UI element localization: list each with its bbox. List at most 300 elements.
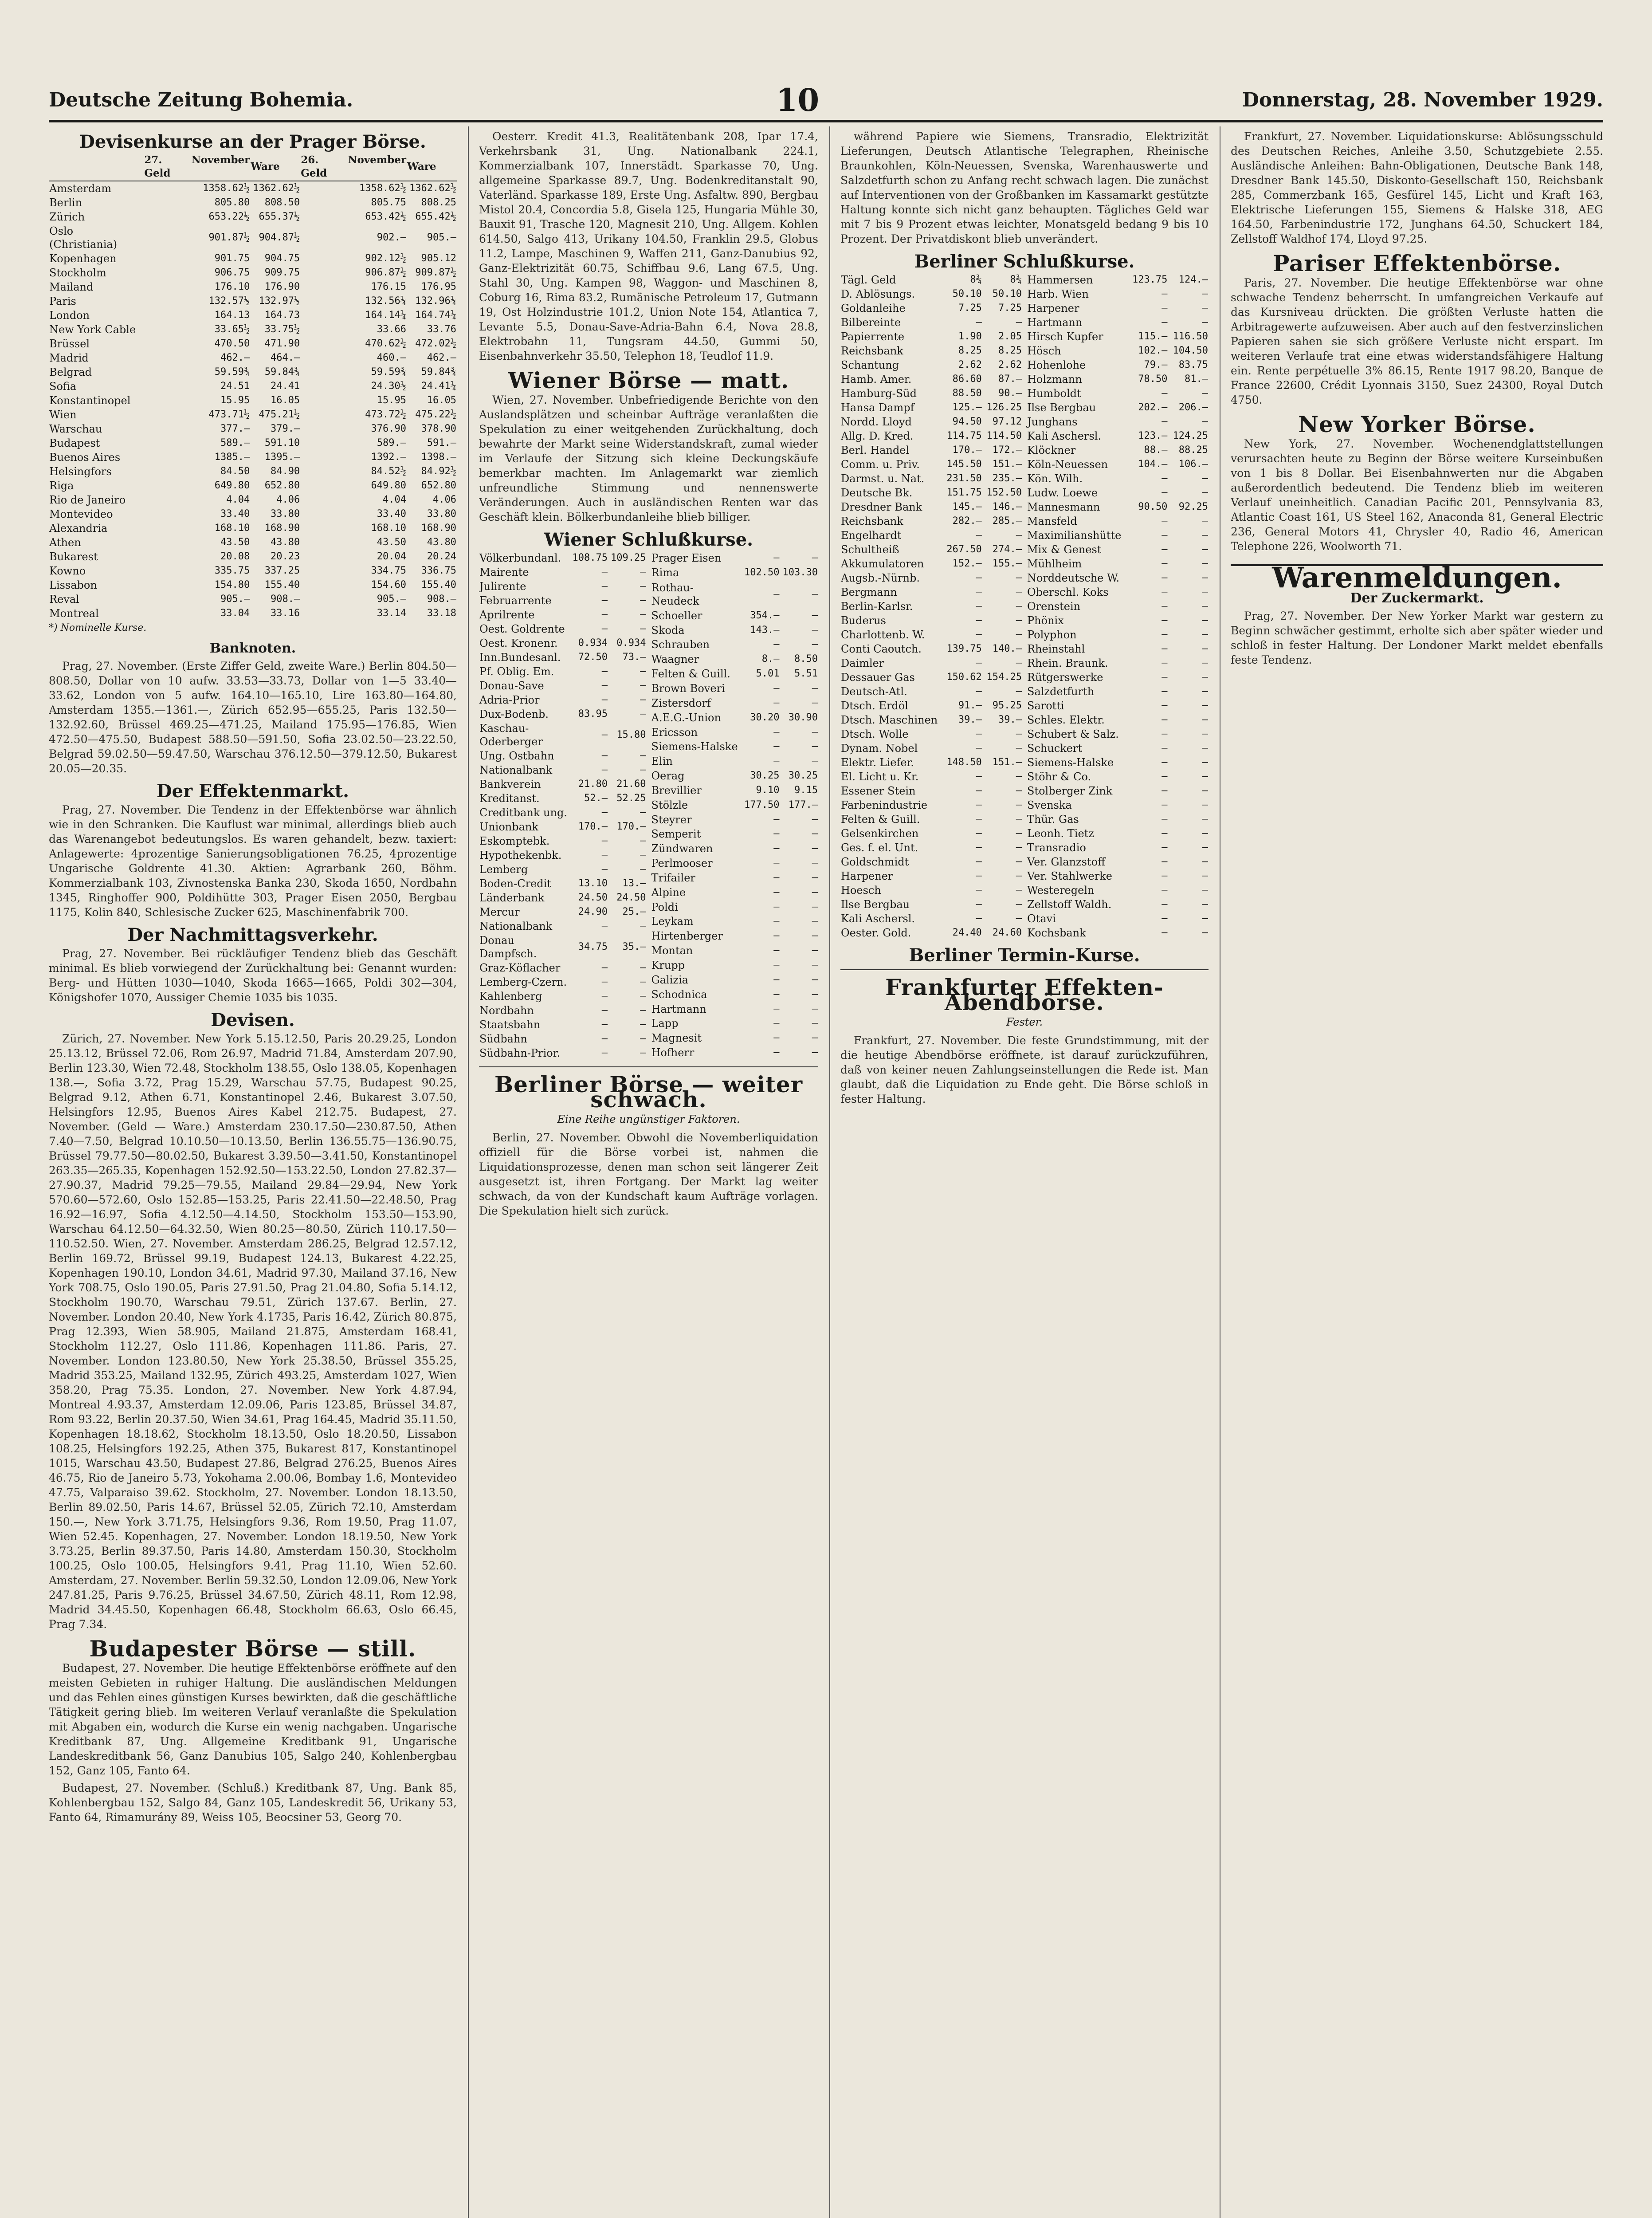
row-value: 91.—: [958, 700, 982, 711]
row-value: —: [1202, 757, 1208, 768]
table-row: [1027, 415, 1209, 429]
row-label: Ilse Bergbau: [1027, 401, 1096, 414]
table-body: [49, 181, 457, 621]
row-value: —: [1202, 572, 1208, 583]
row-value: 904.75: [264, 253, 300, 264]
row-value: 2.62: [998, 359, 1022, 370]
row-value: 125.—: [952, 402, 982, 413]
row-value: 88.—: [1144, 444, 1168, 456]
row-label: Kopenhagen: [49, 252, 117, 265]
row-value: 132.97½: [259, 295, 300, 307]
row-value: 906.87½: [365, 267, 406, 278]
row-value: —: [773, 930, 780, 942]
row-label: Oest. Kronenr.: [479, 637, 558, 649]
budapest-schluss-text: Budapest, 27. November. (Schluß.) Kreditbank 87, Ung. Bank 85, Kohlenbergbau 152, Salgo 84, Ganz 105, Landeskredit 56, Urikany 53, Fanto 64, Rimamurány 89, Weiss 105, Beocsiner 53, Georg 70.: [49, 1781, 457, 1824]
row-value: 177.—: [788, 799, 818, 810]
row-value: —: [1016, 899, 1022, 910]
row-label: Trifailer: [651, 871, 695, 884]
table-row: [651, 783, 819, 798]
row-label: Amsterdam: [49, 182, 112, 195]
row-value: 108.75: [572, 552, 608, 563]
table-row: [1027, 585, 1209, 599]
table-row: [651, 696, 819, 710]
table-row: [651, 608, 819, 623]
row-label: Harpener: [1027, 302, 1079, 315]
row-label: Phönix: [1027, 614, 1064, 627]
row-value: —: [1162, 842, 1168, 853]
row-value: 905.12: [421, 253, 456, 264]
row-label: Kali Aschersl.: [1027, 430, 1102, 442]
row-value: 39.—: [958, 714, 982, 725]
row-value: 20.04: [377, 551, 406, 562]
row-label: Siemens-Halske: [651, 740, 738, 753]
row-value: 9.10: [756, 784, 780, 796]
row-value: 168.10: [214, 523, 250, 534]
row-label: Goldschmidt: [841, 856, 909, 868]
row-value: 20.24: [427, 551, 456, 562]
row-label: Lissabon: [49, 579, 97, 591]
row-label: Mercur: [479, 906, 520, 918]
row-value: —: [1162, 515, 1168, 527]
row-label: Madrid: [49, 352, 89, 364]
row-value: —: [601, 991, 608, 1002]
table-row: [1027, 287, 1209, 301]
row-value: —: [601, 976, 608, 987]
row-value: 21.80: [578, 779, 608, 790]
divider: [840, 969, 1209, 970]
row-value: —: [1202, 615, 1208, 626]
row-value: 140.—: [992, 643, 1022, 654]
berlin-text: Berlin, 27. November. Obwohl die Novemberliquidation offiziell für die Börse vorbei ist, nahmen die Liquidationsprozesse, denen man schon seit längerer Zeit ausgesetzt ist, ihren Fortgang. Der Markt lag weiter schwach, da von der Kundschaft kaum Aufträge vorlagen. Die Spekulation hielt sich zurück.: [479, 1131, 818, 1217]
row-value: 143.—: [750, 624, 780, 636]
row-label: Leykam: [651, 915, 694, 928]
row-label: Oslo (Christiania): [49, 225, 118, 251]
table-row: [840, 557, 1022, 571]
table-row: [49, 493, 457, 507]
table-row: [49, 210, 457, 224]
table-row: [1027, 798, 1209, 812]
row-value: 649.80: [371, 480, 406, 491]
row-value: —: [1162, 899, 1168, 910]
row-value: 1362.62½: [253, 183, 300, 194]
row-value: 354.—: [750, 610, 780, 621]
row-value: 78.50: [1138, 374, 1168, 385]
row-label: Schles. Elektr.: [1027, 714, 1105, 726]
table-row: [1027, 784, 1209, 798]
row-value: —: [1162, 530, 1168, 541]
row-value: 905.—: [427, 232, 456, 243]
row-value: 88.25: [1178, 444, 1208, 456]
row-value: 103.30: [782, 567, 818, 578]
row-value: —: [640, 976, 646, 987]
berlin-continued-text: während Papiere wie Siemens, Transradio, Elektrizität Lieferungen, Deutsch Atlantische Telegraphen, Rheinische Braunkohlen, Köln-Neuessen, Svenska, Warenhauswerte und Salzdetfurth schon zu Anfang recht schwach lagen. Die zunächst auf Interventionen von der Großbanken im Kassamarkt gestützte Haltung konnte sich nicht ganz behaupten. Tägliches Geld war mit 7 bis 9 Prozent etwas leichter, Monatsgeld bedang 9 bis 10 Prozent. Der Privatdiskont blieb unverändert.: [840, 130, 1209, 245]
row-label: Reval: [49, 593, 79, 606]
row-value: 652.80: [264, 480, 300, 491]
row-label: Orenstein: [1027, 600, 1081, 613]
row-value: 653.22½: [208, 211, 250, 222]
table-row: [1027, 883, 1209, 897]
row-label: Oest. Goldrente: [479, 623, 565, 635]
table-row: [49, 322, 457, 337]
row-value: 274.—: [992, 544, 1022, 555]
row-label: Mansfeld: [1027, 515, 1077, 527]
row-value: 151.—: [992, 459, 1022, 470]
newyork-heading: New Yorker Börse.: [1298, 411, 1536, 437]
row-value: —: [640, 595, 646, 606]
table-row: [479, 777, 647, 791]
row-label: Bergmann: [841, 586, 897, 598]
row-label: Kaschau-Oderberger: [479, 722, 543, 748]
table-row: [479, 933, 647, 961]
row-label: Budapest: [49, 437, 100, 449]
table-row: [1027, 401, 1209, 415]
row-value: —: [1202, 388, 1208, 399]
row-value: 4.04: [226, 494, 250, 505]
row-value: —: [1162, 388, 1168, 399]
table-row: [1027, 457, 1209, 472]
table-row: [479, 975, 647, 989]
table-row: [651, 827, 819, 842]
row-value: —: [640, 680, 646, 691]
row-value: 908.—: [427, 594, 456, 605]
table-row: [49, 606, 457, 621]
row-value: 59.84¾: [421, 366, 456, 378]
row-value: —: [601, 835, 608, 846]
row-value: —: [812, 1018, 818, 1029]
row-value: 5.01: [756, 668, 780, 680]
row-label: Allg. D. Kred.: [841, 430, 914, 442]
effektenmarkt-text: Prag, 27. November. Die Tendenz in der Effektenbörse war ähnlich wie in den Schranken. Die Kauflust war minimal, allerdings blieb auch das Warenangebot bedeutungslos. Es waren gehandelt, bezw. taxiert: Anlagewerte: 4prozentige Sanierungsobligationen 76.25, 4prozentige Ungarische Goldrente 41.30. Aktien: Agrarbank 260, Böhm. Kommerzialbank 103, Zivnostenska Banka 230, Skoda 1650, Nordbahn 1345, Ringhoffer 900, Poldihütte 303, Prager Eisen 2050, Bergbau 1175, Kolin 840, Schlesische Zucker 625, Maschinenfabrik 700.: [49, 803, 457, 919]
table-row: [840, 755, 1022, 770]
row-value: 30.90: [788, 712, 818, 723]
table-row: [651, 566, 819, 580]
row-label: Bilbereinte: [841, 316, 901, 329]
row-value: 50.10: [992, 288, 1022, 299]
row-value: 0.934: [578, 637, 608, 649]
row-value: —: [976, 728, 982, 739]
row-value: —: [1016, 317, 1022, 328]
devisen-prag-table: [49, 153, 457, 621]
row-value: —: [640, 807, 646, 818]
table-row: [840, 486, 1022, 500]
row-value: —: [812, 886, 818, 898]
row-value: —: [976, 785, 982, 796]
table-row: [840, 443, 1022, 457]
row-value: 172.—: [992, 444, 1022, 456]
row-label: Rheinstahl: [1027, 643, 1085, 655]
row-value: 471.90: [264, 338, 300, 349]
table-row: [840, 330, 1022, 344]
row-value: —: [1162, 303, 1168, 314]
row-label: Brown Boveri: [651, 682, 725, 695]
table-row: [1027, 656, 1209, 670]
row-value: 909.75: [264, 267, 300, 278]
row-label: Hofherr: [651, 1046, 695, 1059]
column-2: [479, 126, 818, 2218]
row-value: —: [601, 566, 608, 578]
row-value: —: [773, 1018, 780, 1029]
row-label: Februarrente: [479, 594, 552, 607]
row-label: Augsb.-Nürnb.: [841, 572, 920, 584]
termin-heading: Berliner Termin-Kurse.: [909, 945, 1140, 966]
table-row: [479, 622, 647, 636]
nachmittag-heading: Der Nachmittagsverkehr.: [127, 924, 378, 945]
row-value: 335.75: [214, 565, 250, 576]
row-value: —: [976, 629, 982, 640]
row-label: Donau-Save: [479, 680, 544, 692]
row-label: Ges. f. el. Unt.: [841, 842, 918, 854]
row-value: —: [1202, 487, 1208, 498]
table-row: [479, 1046, 647, 1060]
frankfurt-subheading: Fester.: [1006, 1016, 1043, 1028]
row-value: 1398.—: [421, 452, 456, 463]
row-value: —: [1016, 743, 1022, 754]
row-value: —: [601, 764, 608, 775]
row-value: 176.90: [264, 281, 300, 292]
column-header: 27. November Geld: [144, 153, 250, 181]
row-value: —: [640, 849, 646, 861]
table-row: [651, 754, 819, 769]
row-value: 92.25: [1178, 501, 1208, 512]
table-row: [651, 885, 819, 900]
row-value: —: [773, 828, 780, 840]
row-label: Svenska: [1027, 799, 1072, 811]
column-header: Ware: [250, 153, 300, 181]
table-row: [1027, 386, 1209, 401]
row-value: 43.80: [427, 537, 456, 548]
row-value: 84.90: [270, 466, 300, 477]
row-label: Siemens-Halske: [1027, 756, 1114, 769]
row-value: —: [773, 726, 780, 738]
table-row: [840, 784, 1022, 798]
table-row: [479, 1018, 647, 1032]
table-row: [49, 266, 457, 280]
table-row: [840, 812, 1022, 826]
row-label: A.E.G.-Union: [651, 711, 721, 724]
table-row: [840, 613, 1022, 628]
table-row: [1027, 727, 1209, 741]
frankfurt-text: Frankfurt, 27. November. Die feste Grundstimmung, mit der die heutige Abendbörse eröffnete, ist darauf zurückzuführen, daß von keiner neuen Zahlungseinstellungen die Rede ist. Man glaubt, daß die Liquidation zu Ende geht. Die Börse schloß in fester Haltung.: [840, 1034, 1209, 1105]
row-value: —: [812, 624, 818, 636]
row-value: 1.90: [958, 331, 982, 342]
row-value: 655.42½: [415, 211, 456, 222]
row-value: 59.59¾: [214, 366, 250, 378]
berliner-table-b: [1027, 273, 1209, 940]
row-value: —: [812, 682, 818, 694]
table-row: [479, 721, 647, 749]
row-value: 132.57½: [208, 295, 250, 307]
row-value: —: [812, 1032, 818, 1044]
table-row: [840, 415, 1022, 429]
row-label: Kahlenberg: [479, 990, 542, 1003]
table-row: [49, 564, 457, 578]
row-label: Akkumulatoren: [841, 558, 924, 570]
table-row: [479, 650, 647, 665]
table-row: [1027, 841, 1209, 855]
row-value: —: [601, 609, 608, 620]
row-value: —: [812, 726, 818, 738]
row-value: 155.40: [264, 579, 300, 590]
banknoten-text: Prag, 27. November. (Erste Ziffer Geld, zweite Ware.) Berlin 804.50—808.50, Dollar von 10 aufw. 33.53—33.73, Dollar von 1—5 33.40—33.62, London von 5 aufw. 164.10—165.10, Lire 163.80—164.80, Amsterdam 1355.—1361.—, Zürich 652.95—655.25, Paris 132.50—132.92.60, Brüssel 469.25—471.25, Mailand 175.95—176.85, Wien 472.50—475.50, Budapest 588.50—591.50, Sofia 23.02.50—23.22.50, Belgrad 59.02.50—59.47.50, Warschau 376.12.50—379.12.50, Bukarest 20.05—20.35.: [49, 660, 457, 775]
row-value: —: [812, 843, 818, 854]
row-label: Kowno: [49, 565, 86, 577]
table-row: [49, 464, 457, 479]
row-label: Stockholm: [49, 267, 106, 279]
table-row: [479, 551, 647, 565]
row-value: —: [1202, 856, 1208, 867]
row-value: —: [601, 729, 608, 740]
newyork-text: New York, 27. November. Wochenendglattstellungen verursachten heute zu Beginn der Börse weitere Kurseinbußen von 1 bis 8 Dollar. Bei Eisenbahnwerten nur die Abgaben außerordentlich bedeutend. Die Tendenz blieb im weiteren Verlauf uneinheitlich. Canadian Pacific 201, Pennsylvania 83, Atlantic Coast 161, US Steel 162, Anaconda 81, General Electric 236, General Motors 41, Chrysler 40, Radio 46, American Telephone 226, Woolworth 71.: [1231, 437, 1603, 553]
table-row: [840, 897, 1022, 912]
table-row: [840, 656, 1022, 670]
table-row: [479, 806, 647, 820]
row-label: Aprilrente: [479, 609, 535, 621]
row-value: 126.25: [986, 402, 1022, 413]
row-value: —: [812, 930, 818, 942]
row-value: 154.60: [371, 579, 406, 590]
row-value: —: [1016, 771, 1022, 782]
row-value: 155.40: [421, 579, 456, 590]
row-value: 470.50: [214, 338, 250, 349]
row-value: —: [1016, 856, 1022, 867]
row-label: Helsingfors: [49, 465, 112, 478]
row-value: —: [640, 962, 646, 973]
row-value: 52.—: [584, 793, 608, 804]
row-value: —: [1202, 913, 1208, 924]
row-value: 653.42½: [365, 211, 406, 222]
table-row: [840, 372, 1022, 386]
table-row: [840, 713, 1022, 727]
row-value: 33.80: [427, 508, 456, 519]
table-row: [49, 535, 457, 550]
table-row: [840, 358, 1022, 372]
row-value: 170.—: [578, 821, 608, 832]
row-value: 475.22½: [415, 409, 456, 420]
table-row: [479, 905, 647, 919]
row-value: —: [812, 1047, 818, 1058]
table-row: [651, 842, 819, 856]
row-value: 104.—: [1138, 459, 1168, 470]
row-value: 176.15: [371, 281, 406, 292]
row-value: 59.59¾: [371, 366, 406, 378]
row-value: —: [1162, 927, 1168, 938]
row-label: Junghans: [1027, 416, 1078, 428]
row-value: —: [601, 1005, 608, 1016]
table-row: [1027, 528, 1209, 543]
row-value: 15.95: [220, 395, 250, 406]
row-value: —: [1162, 771, 1168, 782]
row-value: 1358.62½: [359, 183, 406, 194]
row-value: —: [1202, 728, 1208, 739]
row-label: Riga: [49, 480, 74, 492]
row-value: 84.92½: [421, 466, 456, 477]
row-label: Hohenlohe: [1027, 359, 1086, 371]
row-label: Montreal: [49, 607, 99, 620]
row-value: —: [773, 1003, 780, 1015]
row-value: 115.—: [1138, 331, 1168, 342]
row-label: Kochsbank: [1027, 927, 1086, 939]
row-value: 109.25: [611, 552, 646, 563]
row-value: —: [1202, 601, 1208, 612]
row-value: 472.02½: [415, 338, 456, 349]
row-label: Hypothekenbk.: [479, 849, 562, 861]
row-label: Galizia: [651, 973, 688, 986]
row-value: 73.—: [622, 652, 646, 663]
row-label: Eskomptebk.: [479, 835, 550, 847]
column-rule: [829, 126, 830, 2218]
row-value: —: [773, 682, 780, 694]
table-row: [840, 599, 1022, 613]
frankfurt-heading: Frankfurter Effekten-Abendbörse.: [885, 974, 1164, 1015]
row-value: —: [640, 764, 646, 775]
row-value: —: [976, 572, 982, 583]
row-value: —: [1162, 757, 1168, 768]
row-label: Papierrente: [841, 330, 905, 343]
row-value: 1385.—: [214, 452, 250, 463]
table-row: [479, 877, 647, 891]
table-row: [840, 855, 1022, 869]
row-value: 84.52½: [371, 466, 406, 477]
table-row: [651, 580, 819, 609]
row-value: 4.06: [276, 494, 300, 505]
row-label: Nationalbank: [479, 764, 553, 776]
row-label: Conti Caoutch.: [841, 643, 922, 655]
table-row: [840, 727, 1022, 741]
row-value: —: [1162, 885, 1168, 896]
row-label: Dessauer Gas: [841, 671, 915, 684]
row-value: —: [640, 694, 646, 705]
row-label: Dynam. Nobel: [841, 742, 918, 755]
row-value: 1362.62½: [409, 183, 456, 194]
row-label: Berl. Handel: [841, 444, 910, 456]
row-label: Kön. Wilh.: [1027, 472, 1083, 485]
table-row: [1027, 330, 1209, 344]
devisen-text: Zürich, 27. November. New York 5.15.12.50, Paris 20.29.25, London 25.13.12, Brüssel 72.06, Rom 26.97, Madrid 71.84, Amsterdam 207.90, Berlin 123.30, Wien 72.48, Stockholm 138.55, Oslo 138.05, Kopenhagen 138.—, Sofia 3.72, Prag 15.29, Warschau 57.75, Budapest 90.25, Belgrad 9.12, Athen 6.71, Konstantinopel 2.46, Bukarest 3.07.50, Helsingfors 12.95, Buenos Aires Kabel 212.75. Budapest, 27. November. (Geld — Ware.) Amsterdam 230.17.50—230.87.50, Athen 7.40—7.50, Belgrad 10.10.50—10.13.50, Berlin 136.55.75—136.90.75, Brüssel 79.77.50—80.02.50, Bukarest 3.39.50—3.41.50, Konstantinopel 263.35—265.35, Kopenhagen 152.92.50—153.22.50, London 27.82.37—27.90.37, Madrid 79.25—79.55, Mailand 29.84—29.94, New York 570.60—572.60, Oslo 152.85—153.25, Paris 22.41.50—22.48.50, Prag 16.92—16.97, Sofia 4.12.50—4.14.50, Stockholm 153.50—153.90, Warschau 64.12.50—64.32.50, Wien 80.25—80.50, Zürich 110.17.50—110.52.50. Wien, 27. November. Amsterdam 286.25, Belgrad 12.57.12, Berlin 169.72, Brüssel 99.19, Budapest 124.13, Bukarest 4.22.25, Kopenhagen 190.10, London 34.61, Madrid 97.30, Mailand 37.16, New York 708.75, Oslo 190.05, Paris 27.91.50, Prag 21.04.80, Sofia 5.14.12, Stockholm 190.70, Warschau 79.51, Zürich 137.67. Berlin, 27. November. London 20.40, New York 4.1735, Paris 16.42, Zürich 80.875, Prag 12.393, Wien 58.905, Mailand 21.875, Amsterdam 168.41, Stockholm 112.27, Oslo 111.86, Kopenhagen 111.86. Paris, 27. November. London 123.80.50, New York 25.38.50, Brüssel 355.25, Madrid 353.25, Mailand 132.95, Zürich 493.25, Amsterdam 1027, Wien 358.20, Prag 75.35. London, 27. November. New York 4.87.94, Montreal 4.93.37, Amsterdam 12.09.06, Paris 123.85, Brüssel 34.87, Rom 93.22, Berlin 20.37.50, Wien 34.61, Prag 164.45, Madrid 35.11.50, Kopenhagen 18.18.62, Stockholm 18.13.50, Oslo 18.20.50, Lissabon 108.25, Helsingfors 192.25, Athen 375, Bukarest 817, Konstantinopel 1015, Warschau 43.50, Budapest 27.86, Belgrad 276.25, Buenos Aires 46.75, Rio de Janeiro 5.73, Yokohama 2.00.06, Bombay 1.6, Montevideo 47.75, Valparaiso 39.62. Stockholm, 27. November. London 18.13.50, Berlin 89.02.50, Paris 14.67, Brüssel 52.05, Zürich 72.10, Amsterdam 150.—, New York 3.71.75, Helsingfors 9.36, Rom 19.50, Prag 11.07, Wien 52.45. Kopenhagen, 27. November. London 18.19.50, New York 3.73.25, Berlin 89.37.50, Paris 14.80, Amsterdam 150.30, Stockholm 100.25, Oslo 100.05, Helsingfors 9.41, Prag 11.10, Wien 52.60. Amsterdam, 27. November. Berlin 59.32.50, London 12.09.06, New York 247.81.25, Paris 9.76.25, Brüssel 34.67.50, Zürich 48.11, Rom 12.98, Madrid 34.45.50, Kopenhagen 66.48, Stockholm 66.63, Oslo 66.45, Prag 7.34.: [49, 1032, 457, 1631]
row-value: 152.50: [986, 487, 1022, 498]
row-label: Unionbank: [479, 821, 538, 833]
row-value: 50.10: [952, 288, 982, 299]
row-label: Warschau: [49, 423, 102, 435]
table-row: [479, 665, 647, 679]
row-label: Krupp: [651, 959, 685, 972]
row-value: —: [976, 885, 982, 896]
row-value: —: [1202, 686, 1208, 697]
row-label: Zündwaren: [651, 842, 713, 855]
row-value: —: [1016, 913, 1022, 924]
row-value: 8¾: [1010, 274, 1022, 285]
row-value: 1358.62½: [203, 183, 250, 194]
row-value: —: [812, 741, 818, 752]
row-label: Harpener: [841, 870, 893, 882]
row-label: Steyrer: [651, 813, 692, 826]
wien-schluss-tables: [479, 551, 818, 1060]
row-value: —: [601, 680, 608, 691]
row-value: 35.—: [622, 941, 646, 952]
row-label: Engelhardt: [841, 529, 902, 542]
row-label: Rothau-Neudeck: [651, 581, 699, 607]
table-row: [651, 987, 819, 1002]
row-value: —: [640, 1033, 646, 1044]
table-row: [840, 912, 1022, 926]
row-value: —: [773, 843, 780, 854]
row-value: —: [1162, 799, 1168, 810]
row-value: 33.04: [220, 608, 250, 619]
table-row: [49, 379, 457, 393]
table-row: [49, 393, 457, 408]
table-row: [840, 457, 1022, 472]
table-row: [1027, 926, 1209, 940]
frankfurt-liquidation-text: Frankfurt, 27. November. Liquidationskurse: Ablösungsschuld des Deutschen Reiches, Anleihe 3.50, Schutzgebiete 2.55. Ausländische Anleihen: Bahn-Obligationen, Deutsche Bank 148, Dresdner Bank 145.50, Diskonto-Gesellschaft 150, Reichsbank 285, Commerzbank 165, Gesfürel 145, Licht und Kraft 163, Elektrische Lieferungen 155, Siemens & Halske 318, AEG 164.50, Farbenindustrie 172, Junghans 64.50, Schuckert 184, Zellstoff Waldhof 174, Lloyd 97.25.: [1231, 130, 1603, 245]
